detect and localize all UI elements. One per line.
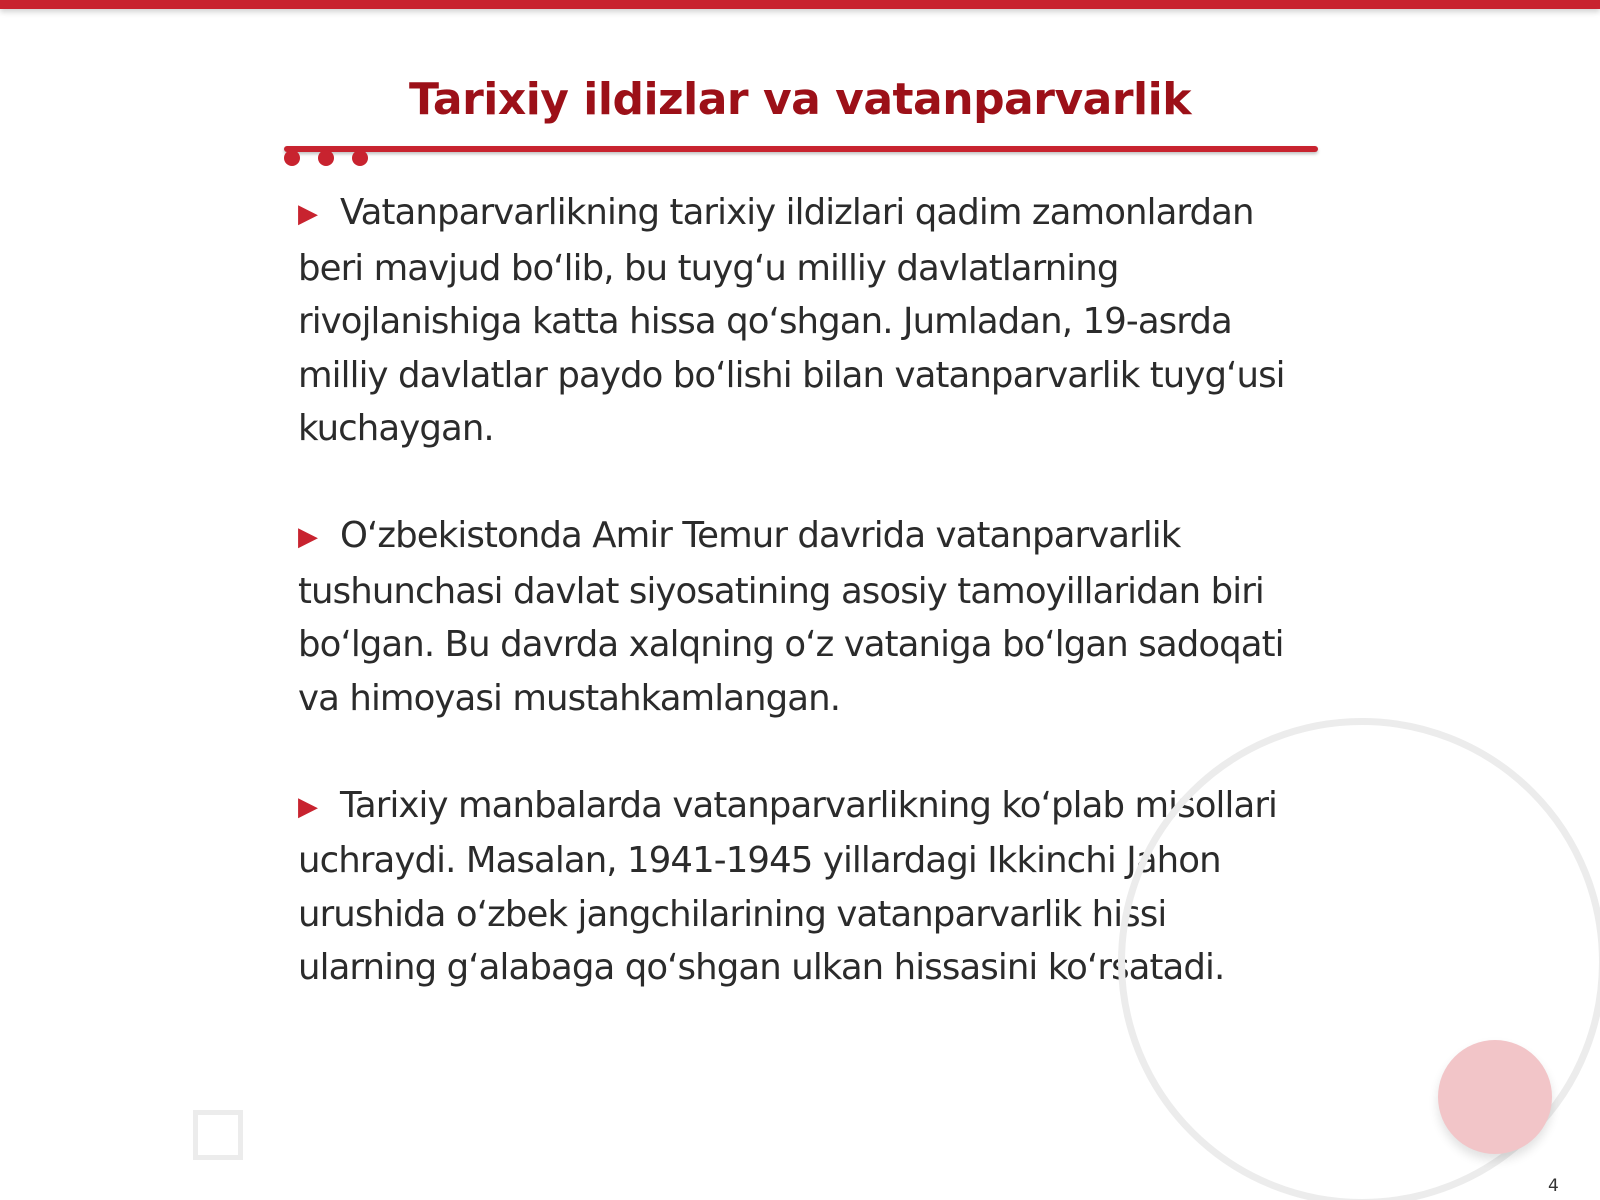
triangle-bullet-icon: ▶: [298, 522, 318, 552]
triangle-bullet-icon: ▶: [298, 199, 318, 229]
bullet-paragraph: [298, 509, 1298, 725]
paragraph-text: Vatanparvarlikning tarixiy ildizlari qadim zamonlardan beri mavjud boʻlib, bu tuygʻu milliy davlatlarning rivojlanishiga katta hissa qoʻshgan. Jumladan, 19-asrda milliy davlatlar paydo boʻlishi bilan vatanparvarlik tuygʻusi kuchaygan.: [298, 192, 1285, 449]
slide-title: Tarixiy ildizlar va vatanparvarlik: [409, 74, 1191, 125]
paragraph-text: Tarixiy manbalarda vatanparvarlikning koʻplab misollari uchraydi. Masalan, 1941-1945 yillardagi Ikkinchi Jahon urushida oʻzbek jangchilarining vatanparvarlik hissi ularning gʻalabaga qoʻshgan ulkan hissasini koʻrsatadi.: [298, 784, 1277, 988]
underline-dot: [352, 150, 368, 166]
title-underline: [284, 146, 1318, 152]
bullet-paragraph: [298, 186, 1298, 456]
paragraph-text: Oʻzbekistonda Amir Temur davrida vatanparvarlik tushunchasi davlat siyosatining asosiy tamoyillaridan biri boʻlgan. Bu davrda xalqning oʻz vataniga boʻlgan sadoqati va himoyasi mustahkamlangan.: [298, 515, 1284, 719]
underline-dot: [284, 150, 300, 166]
triangle-bullet-icon: ▶: [298, 791, 318, 822]
page-number: 4: [1548, 1176, 1559, 1196]
decorative-pink-circle: [1438, 1040, 1552, 1154]
top-accent-bar: [0, 0, 1600, 9]
decorative-square: [193, 1110, 243, 1160]
underline-dot: [318, 150, 334, 166]
